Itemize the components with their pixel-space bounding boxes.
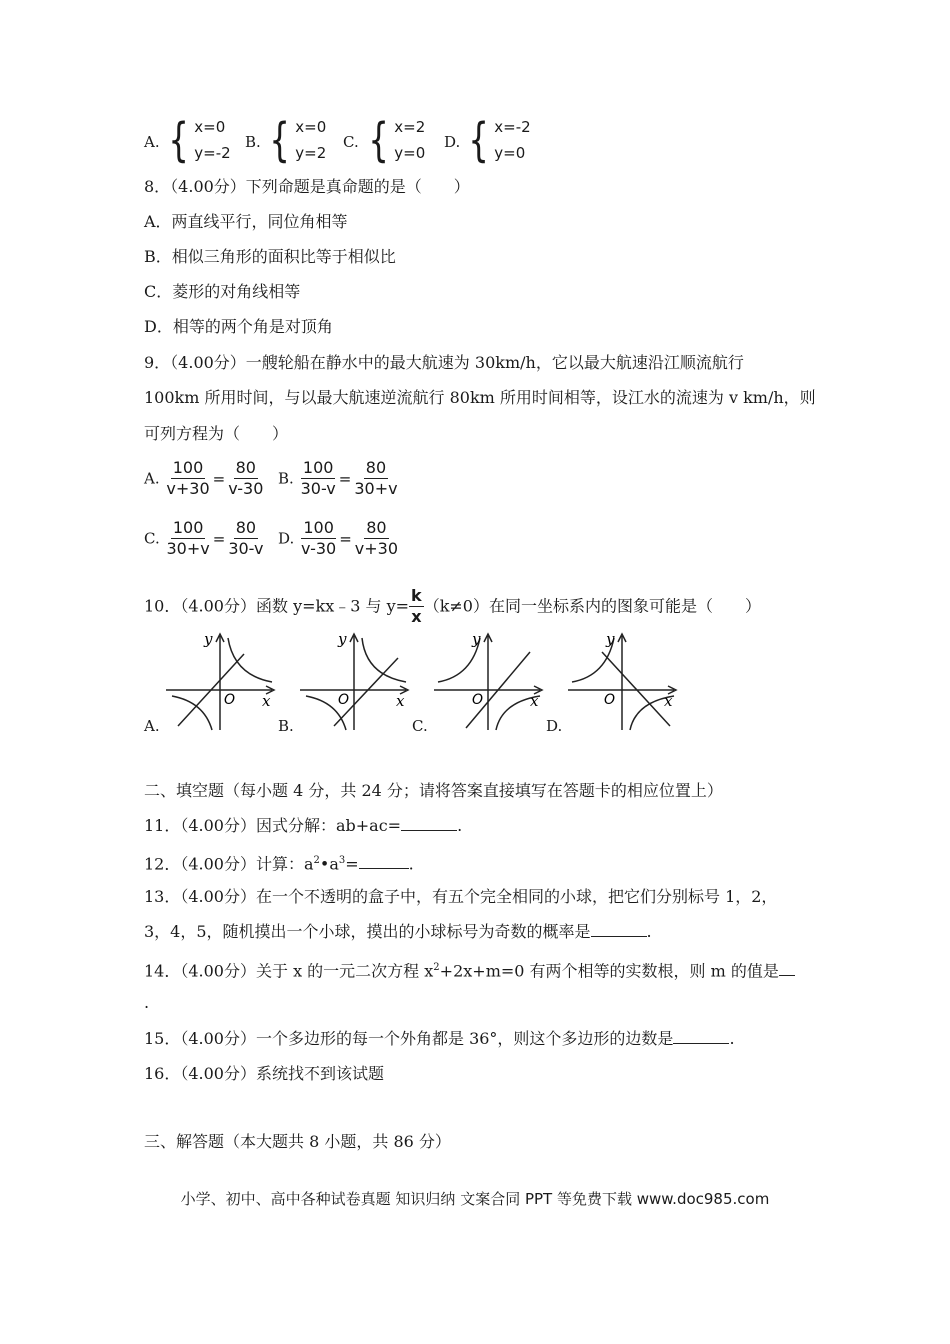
fraction: $\frac{100}{30+v}$: [166, 518, 210, 558]
q14: [144, 957, 795, 982]
axis-y-label: y: [606, 630, 615, 648]
period: .: [408, 854, 414, 874]
q10-option-c-label: C.: [412, 717, 428, 735]
q12: [144, 850, 414, 875]
equation-row: x=-2: [494, 118, 531, 136]
fraction: $\frac{100}{v+30}$: [166, 458, 210, 498]
period: .: [646, 922, 652, 941]
q7-option-a-label: A.: [144, 133, 160, 151]
q9-stem-line1: 9．（4.00分）一艘轮船在静水中的最大航速为 30km/h，它以最大航速沿江顺流航行: [144, 353, 744, 372]
q8-stem: 8．（4.00分）下列命题是真命题的是（ ）: [144, 177, 470, 196]
brace-icon: {: [468, 113, 489, 167]
period: .: [457, 816, 463, 835]
q9-stem-line2: 100km 所用时间，与以最大航速逆流航行 80km 所用时间相等，设江水的流速为 v km/h，则: [144, 388, 816, 407]
equals-sign: =: [339, 529, 352, 548]
q8-option-b: B．相似三角形的面积比等于相似比: [144, 247, 396, 266]
equals-sign: =: [212, 529, 226, 548]
equation-row: y=0: [394, 144, 426, 162]
q7-option-c-label: C.: [343, 133, 359, 151]
answer-blank: [779, 961, 795, 976]
option-label: D.: [278, 529, 295, 548]
origin-label: O: [338, 692, 350, 708]
q15: [144, 1028, 735, 1050]
fraction: $\frac{100}{v-30}$: [301, 518, 337, 558]
q8-option-a: A．两直线平行，同位角相等: [144, 212, 348, 231]
fraction: $\frac{80}{v-30}$: [228, 458, 264, 498]
answer-blank: [401, 816, 457, 831]
q14-post: +2x+m=0 有两个相等的实数根，则 m 的值是: [439, 961, 779, 981]
answer-blank: [359, 854, 409, 869]
footer-banner: 小学、初中、高中各种试卷真题 知识归纳 文案合同 PPT 等免费下载 www.doc985.com: [180, 1190, 770, 1208]
axis-x-label: x: [262, 692, 271, 710]
q7-option-d-label: D.: [444, 133, 461, 151]
q10-graph-a: [164, 630, 279, 735]
fraction: $\frac{80}{30+v}$: [354, 458, 398, 498]
q10-option-b-label: B.: [278, 717, 294, 735]
fraction: $\frac{80}{30-v}$: [228, 518, 264, 558]
q12-text: 12．（4.00分）计算：a: [144, 854, 314, 874]
equation-row: y=-2: [194, 144, 231, 162]
q7-option-d-system: [464, 114, 531, 166]
q10-stem-pre: 10．（4.00分）函数 y=kx﹣3 与 y=: [144, 596, 410, 616]
brace-icon: {: [168, 113, 189, 167]
equation-row: y=2: [295, 144, 327, 162]
section3-heading: 三、解答题（本大题共 8 小题，共 86 分）: [144, 1132, 451, 1151]
section2-heading: 二、填空题（每小题 4 分，共 24 分；请将答案直接填写在答题卡的相应位置上）: [144, 781, 723, 800]
q9-option-b: [278, 458, 400, 499]
q7-option-b-label: B.: [245, 133, 261, 151]
equation-row: x=0: [295, 118, 327, 136]
q8-option-d: D．相等的两个角是对顶角: [144, 317, 333, 336]
q7-option-a-system: [164, 114, 231, 166]
q9-stem-line3: 可列方程为（ ）: [144, 424, 289, 443]
q9-option-a: [144, 458, 265, 499]
q14-period: .: [144, 993, 150, 1012]
origin-label: O: [604, 692, 616, 708]
q11: [144, 815, 462, 837]
equals-sign: =: [338, 469, 352, 488]
option-label: B.: [278, 469, 294, 488]
equation-row: y=0: [494, 144, 526, 162]
q10-stem-post: （k≠0）在同一坐标系内的图象可能是（ ）: [423, 596, 761, 616]
q7-option-b-system: [265, 114, 326, 166]
q9-option-d: [278, 518, 400, 559]
origin-label: O: [472, 692, 484, 708]
fraction: $\frac{80}{v+30}$: [354, 518, 399, 558]
q10-graph-c: [432, 630, 547, 735]
equals-sign: =: [212, 469, 226, 488]
q16: 16．（4.00分）系统找不到该试题: [144, 1064, 384, 1083]
origin-label: O: [224, 692, 236, 708]
q14-text: 14．（4.00分）关于 x 的一元二次方程 x: [144, 961, 434, 981]
q7-option-c-system: [364, 114, 425, 166]
q10-stem: [144, 586, 761, 627]
axis-x-label: x: [664, 692, 673, 710]
answer-blank: [591, 922, 647, 937]
period: .: [729, 1029, 735, 1048]
q9-option-c: [144, 518, 265, 559]
q10-option-d-label: D.: [546, 717, 563, 735]
axis-x-label: x: [396, 692, 405, 710]
q10-graph-b: [298, 630, 413, 735]
q13-text: 3，4，5，随机摸出一个小球，摸出的小球标号为奇数的概率是: [144, 922, 591, 941]
q12-mid: •a: [319, 854, 339, 874]
equation-row: x=0: [194, 118, 226, 136]
answer-blank: [673, 1029, 729, 1044]
fraction-k-over-x: $\frac{k}{x}$: [411, 586, 422, 626]
fraction: $\frac{100}{30-v}$: [300, 458, 336, 498]
axis-y-label: y: [204, 630, 213, 648]
equation-row: x=2: [394, 118, 426, 136]
q15-text: 15．（4.00分）一个多边形的每一个外角都是 36°，则这个多边形的边数是: [144, 1029, 674, 1048]
q10-option-a-label: A.: [144, 717, 160, 735]
q10-graph-d: [566, 630, 681, 735]
brace-icon: {: [368, 113, 389, 167]
exponent: 3: [338, 855, 346, 866]
q13-line2: [144, 921, 652, 943]
exponent: 2: [313, 855, 320, 866]
exponent: 2: [433, 962, 440, 973]
q12-post: =: [345, 854, 359, 874]
axis-y-label: y: [472, 630, 481, 648]
brace-icon: {: [269, 113, 290, 167]
axis-y-label: y: [338, 630, 347, 648]
q13-line1: 13．（4.00分）在一个不透明的盒子中，有五个完全相同的小球，把它们分别标号 1，2，: [144, 887, 778, 906]
axis-x-label: x: [530, 692, 539, 710]
option-label: A.: [144, 469, 160, 488]
option-label: C.: [144, 529, 160, 548]
q8-option-c: C．菱形的对角线相等: [144, 282, 301, 301]
q11-text: 11．（4.00分）因式分解：ab+ac=: [144, 816, 402, 835]
